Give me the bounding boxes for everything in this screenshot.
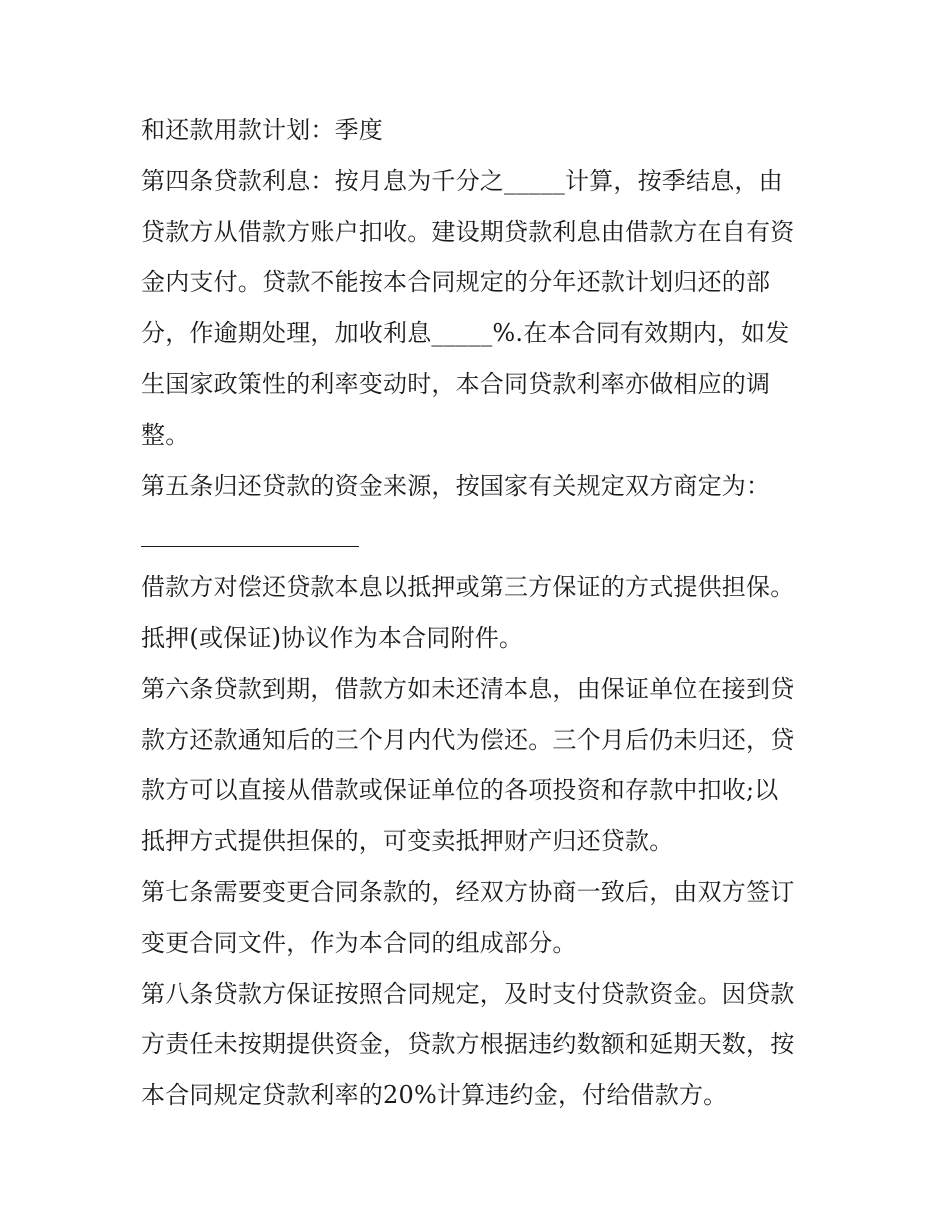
text-line: 分，作逾期处理，加收利息_____%.在本合同有效期内，如发	[141, 319, 790, 348]
text-line: 款方可以直接从借款或保证单位的各项投资和存款中扣收;以	[141, 776, 779, 805]
document-body	[141, 105, 821, 1121]
text-line: 变更合同文件，作为本合同的组成部分。	[141, 928, 577, 957]
blank-underline	[141, 546, 359, 547]
text-line: 抵押方式提供担保的，可变卖抵押财产归还贷款。	[141, 827, 674, 856]
text-line: 第六条贷款到期，借款方如未还清本息，由保证单位在接到贷	[141, 674, 795, 703]
text-line: 第五条归还贷款的资金来源，按国家有关规定双方商定为：	[141, 471, 771, 500]
text-line: 生国家政策性的利率变动时，本合同贷款利率亦做相应的调	[141, 369, 771, 398]
text-line: 和还款用款计划：季度	[141, 116, 383, 144]
text-line: 抵押(或保证)协议作为本合同附件。	[141, 623, 524, 652]
fill-in-blank-line	[141, 511, 821, 562]
text-line: 方责任未按期提供资金，贷款方根据违约数额和延期天数，按	[141, 1030, 795, 1059]
text-line: 贷款方从借款方账户扣收。建设期贷款利息由借款方在自有资	[141, 217, 795, 246]
text-line: 款方还款通知后的三个月内代为偿还。三个月后仍未归还，贷	[141, 725, 795, 754]
text-line: 金内支付。贷款不能按本合同规定的分年还款计划归还的部	[141, 268, 771, 297]
text-line: 本合同规定贷款利率的20%计算违约金，付给借款方。	[141, 1081, 728, 1110]
text-line: 整。	[141, 420, 190, 449]
text-line: 第四条贷款利息：按月息为千分之_____计算，按季结息，由	[141, 166, 783, 195]
text-line: 借款方对偿还贷款本息以抵押或第三方保证的方式提供担保。	[141, 573, 795, 602]
text-line: 第八条贷款方保证按照合同规定，及时支付贷款资金。因贷款	[141, 979, 795, 1008]
text-line: 第七条需要变更合同条款的，经双方协商一致后，由双方签订	[141, 877, 795, 906]
